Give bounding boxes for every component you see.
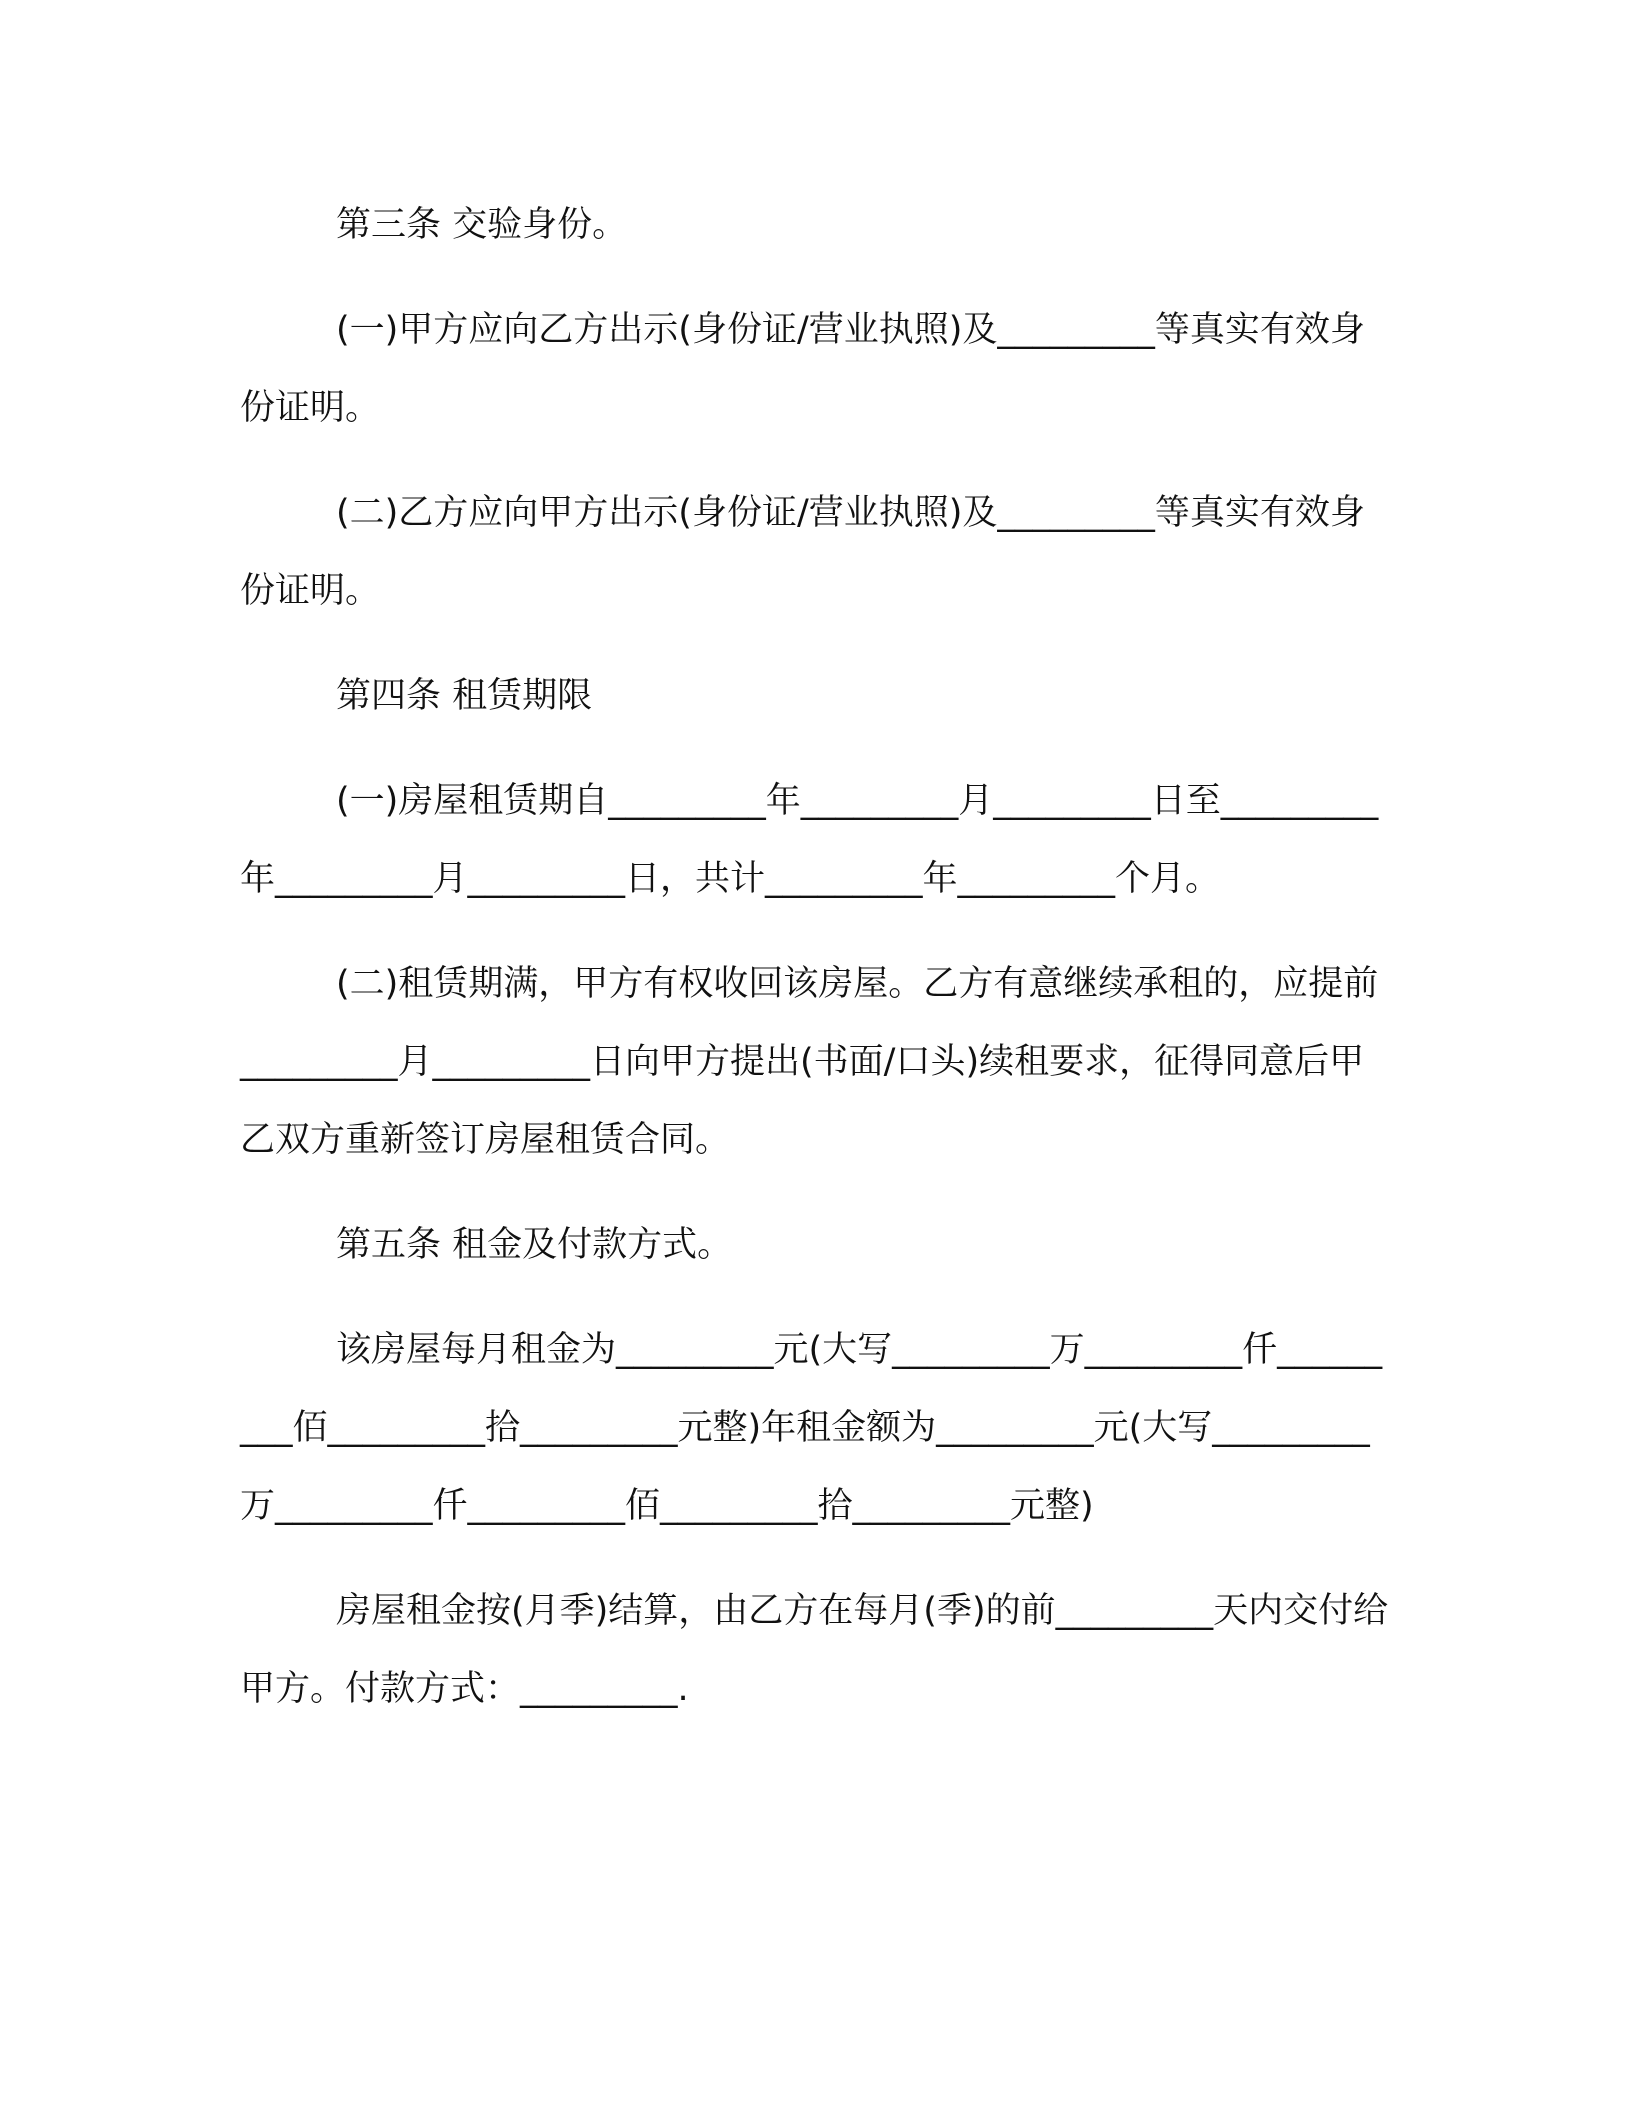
document-body [240,186,1390,1755]
article-5-payment-terms: 房屋租金按(月季)结算，由乙方在每月(季)的前_________天内交付给甲方。付款方式：_________. [240,1591,1389,1709]
article-3-heading: 第三条 交验身份。 [336,205,628,245]
article-4-heading: 第四条 租赁期限 [336,676,593,716]
article-5-heading: 第五条 租金及付款方式。 [336,1225,733,1265]
article-3-clause-2: (二)乙方应向甲方出示(身份证/营业执照)及_________等真实有效身份证明。 [240,493,1365,611]
article-5-rent-amount: 该房屋每月租金为_________元(大写_________万_________仟_________佰_________拾_________元整)年租金额为_________元(大写_________万_________仟_________佰_________拾_________元整) [240,1330,1383,1526]
article-4-clause-2: (二)租赁期满，甲方有权收回该房屋。乙方有意继续承租的，应提前_________月_________日向甲方提出(书面/口头)续租要求，征得同意后甲乙双方重新签订房屋租赁合同。 [240,964,1379,1160]
article-3-clause-1: (一)甲方应向乙方出示(身份证/营业执照)及_________等真实有效身份证明。 [240,310,1365,428]
article-4-clause-1: (一)房屋租赁期自_________年_________月_________日至_________年_________月_________日，共计_________年_________个月。 [240,781,1379,899]
